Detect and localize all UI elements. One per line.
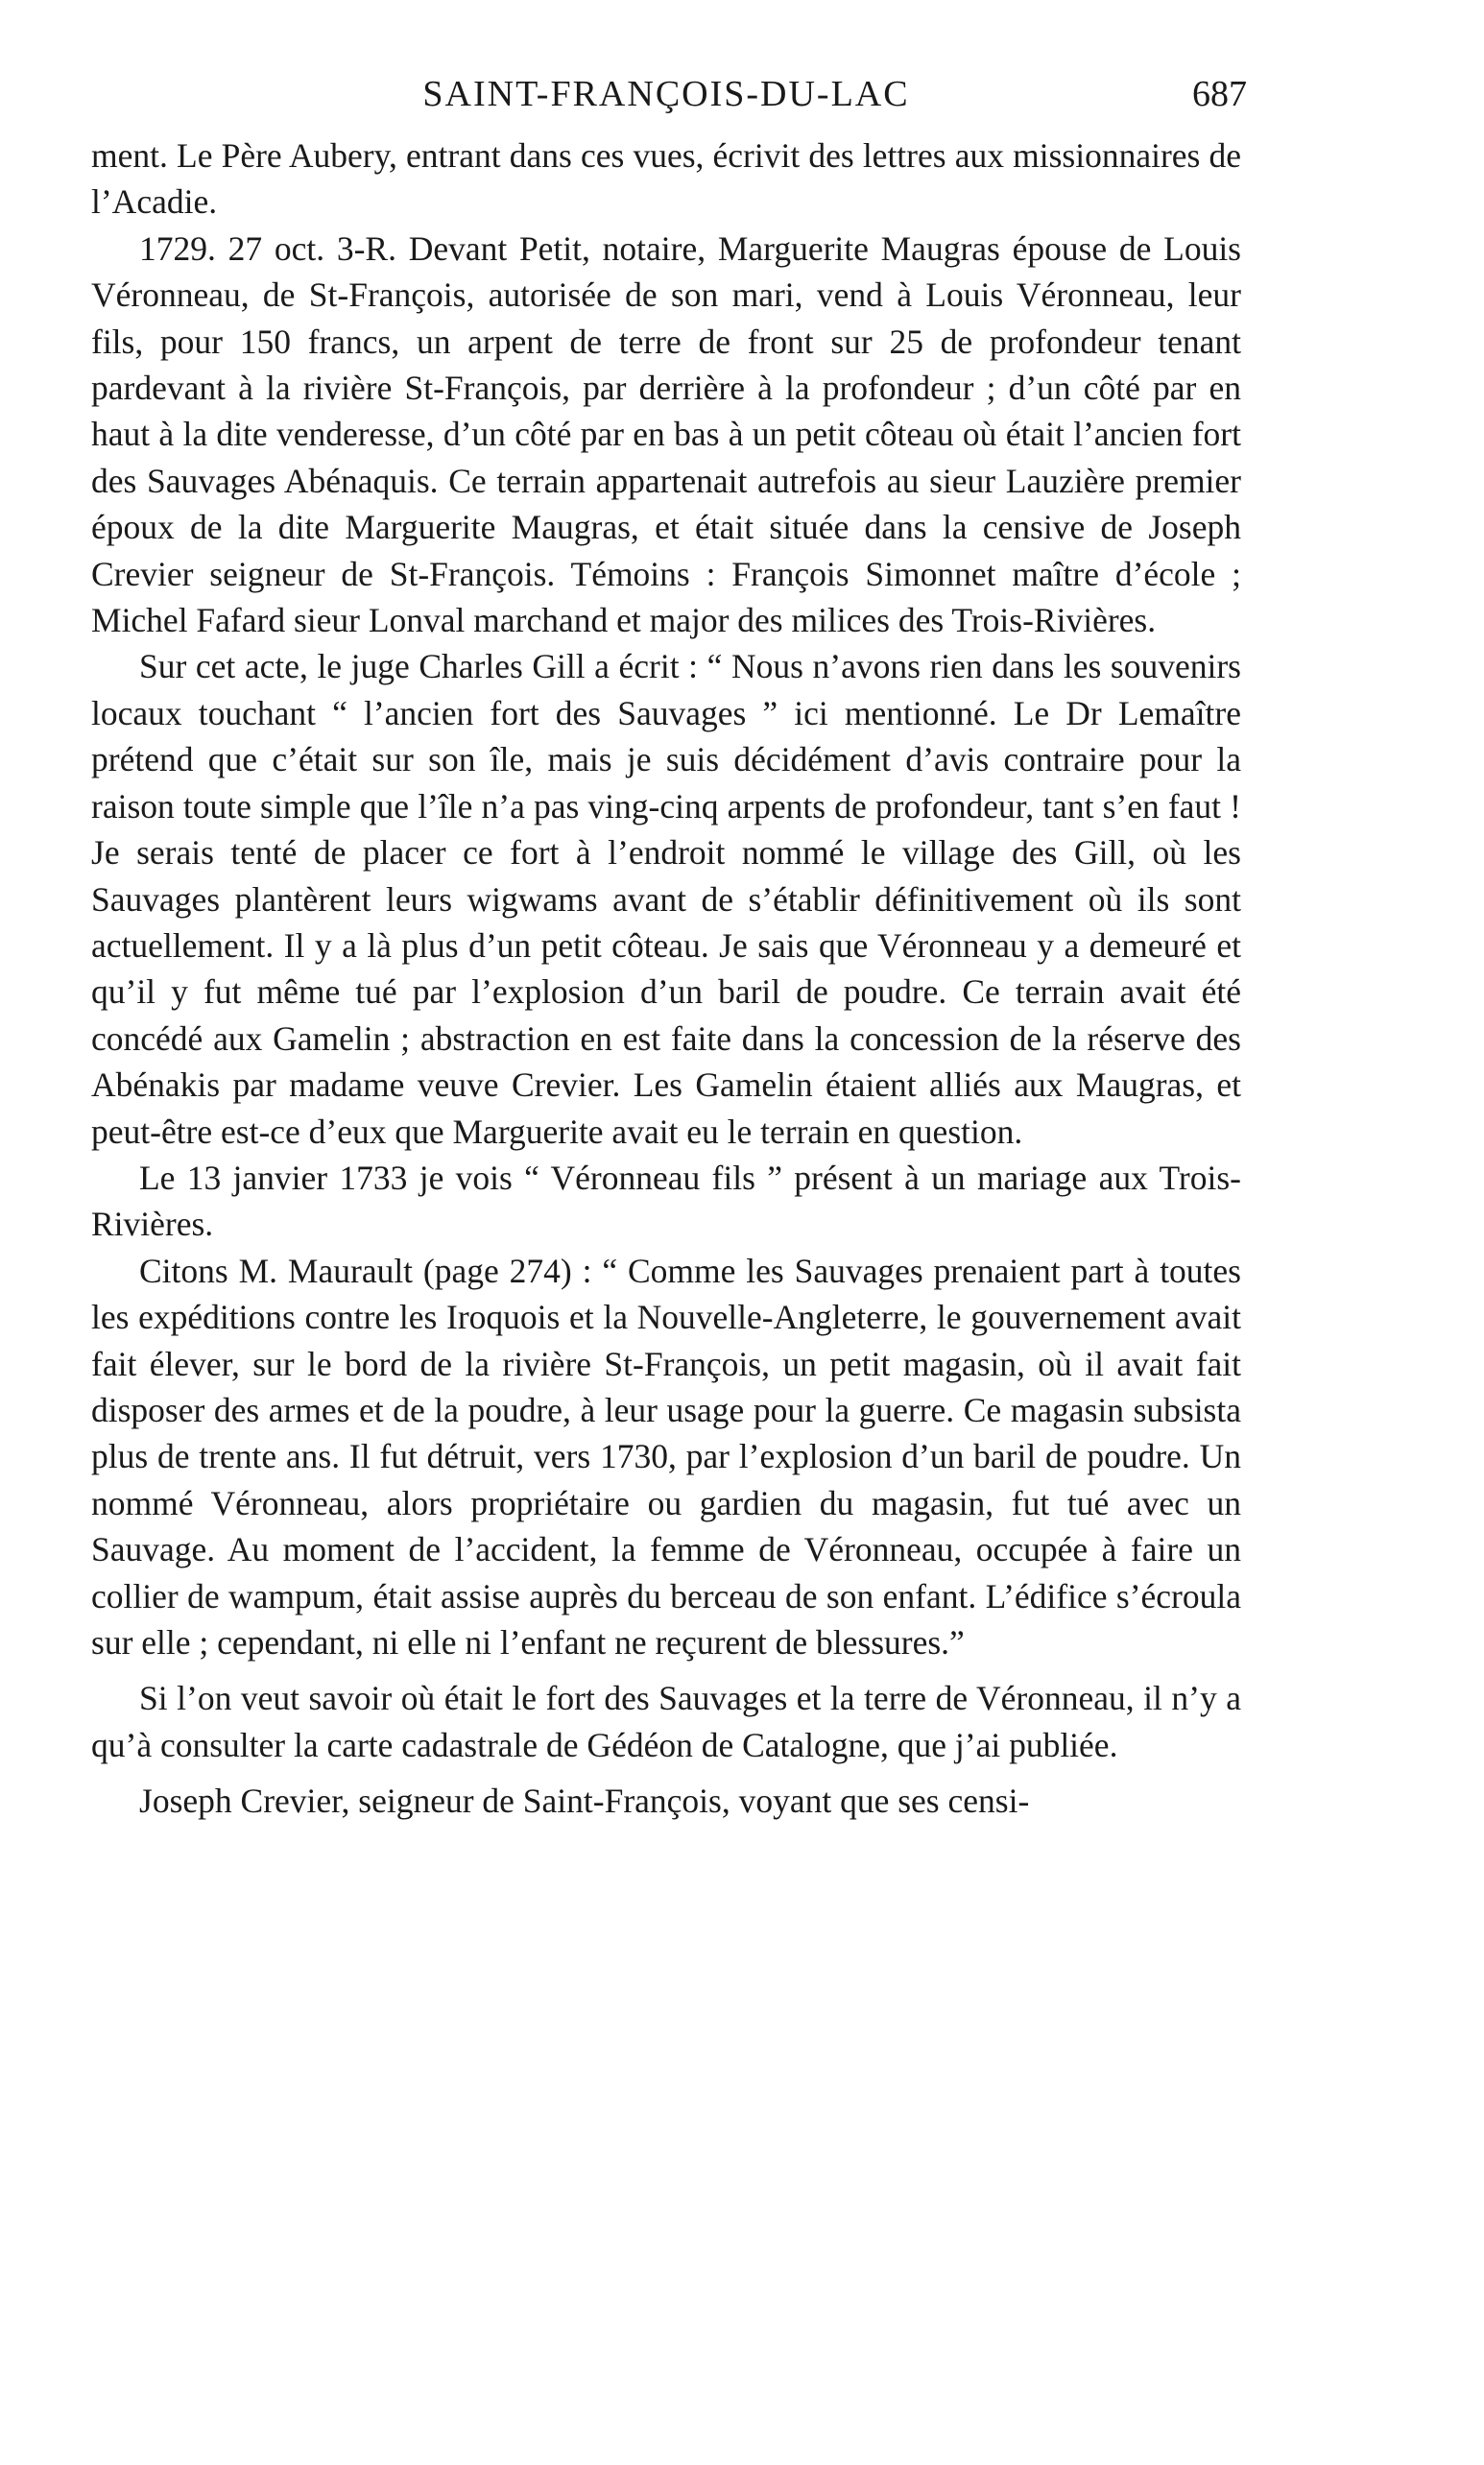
page-number: 687	[1192, 74, 1247, 114]
paragraph: Citons M. Maurault (page 274) : “ Comme les Sauvages prenaient part à toutes les expéditions contre les Iroquois et la Nouvelle-Angleterre, le gouvernement avait fait élever, sur le bord de la rivière St-François, un petit magasin, où il avait fait disposer des armes et de la poudre, à leur usage pour la guerre. Ce magasin subsista plus de trente ans. Il fut détruit, vers 1730, par l’explosion d’un baril de poudre. Un nommé Véronneau, alors propriétaire ou gardien du magasin, fut tué avec un Sauvage. Au moment de l’accident, la femme de Véronneau, occupée à faire un collier de wampum, était assise auprès du berceau de son enfant. L’édifice s’écroula sur elle ; cependant, ni elle ni l’enfant ne reçurent de blessures.”	[91, 1251, 1241, 1662]
document-page	[91, 67, 1247, 1825]
page-header	[91, 67, 1247, 125]
paragraph: Si l’on veut savoir où était le fort des Sauvages et la terre de Véronneau, il n’y a qu’à consulter la carte cadastrale de Gédéon de Catalogne, que j’ai publiée.	[91, 1679, 1241, 1764]
paragraph: Joseph Crevier, seigneur de Saint-François, voyant que ses censi-	[139, 1782, 1030, 1821]
paragraph: Le 13 janvier 1733 je vois “ Véronneau fils ” présent à un mariage aux Trois-Rivières.	[91, 1158, 1241, 1244]
paragraph: ment. Le Père Aubery, entrant dans ces vues, écrivit des lettres aux missionnaires de l’Acadie.	[91, 136, 1241, 222]
body-text	[91, 132, 1241, 1825]
running-title: SAINT-FRANÇOIS-DU-LAC	[422, 74, 910, 114]
paragraph: Sur cet acte, le juge Charles Gill a écrit : “ Nous n’avons rien dans les souvenirs locaux touchant “ l’ancien fort des Sauvages ” ici mentionné. Le Dr Lemaître prétend que c’était sur son île, mais je suis décidément d’avis contraire pour la raison toute simple que l’île n’a pas ving-cinq arpents de profondeur, tant s’en faut ! Je serais tenté de placer ce fort à l’endroit nommé le village des Gill, où les Sauvages plantèrent leurs wigwams avant de s’établir définitivement où ils sont actuellement. Il y a là plus d’un petit côteau. Je sais que Véronneau y a demeuré et qu’il y fut même tué par l’explosion d’un baril de poudre. Ce terrain avait été concédé aux Gamelin ; abstraction en est faite dans la concession de la réserve des Abénakis par madame veuve Crevier. Les Gamelin étaient alliés aux Maugras, et peut-être est-ce d’eux que Marguerite avait eu le terrain en question.	[91, 647, 1241, 1151]
paragraph: 1729. 27 oct. 3-R. Devant Petit, notaire, Marguerite Maugras épouse de Louis Véronneau, de St-François, autorisée de son mari, vend à Louis Véronneau, leur fils, pour 150 francs, un arpent de terre de front sur 25 de profondeur tenant pardevant à la rivière St-François, par derrière à la profondeur ; d’un côté par en haut à la dite venderesse, d’un côté par en bas à un petit côteau où était l’ancien fort des Sauvages Abénaquis. Ce terrain appartenait autrefois au sieur Lauzière premier époux de la dite Marguerite Maugras, et était située dans la censive de Joseph Crevier seigneur de St-François. Témoins : François Simonnet maître d’école ; Michel Fafard sieur Lonval marchand et major des milices des Trois-Rivières.	[91, 228, 1241, 640]
